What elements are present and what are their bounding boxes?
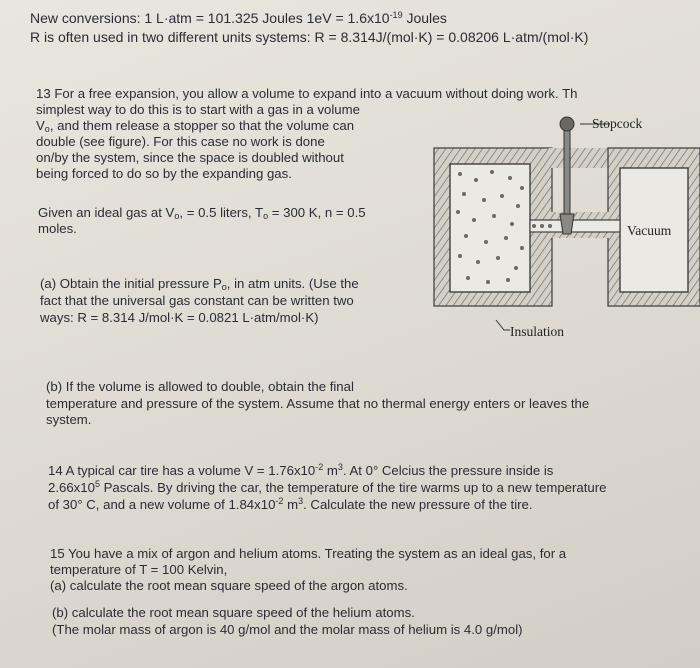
q13-line-2: simplest way to do this is to start with a gas in a volume — [36, 102, 360, 117]
q13-line-5: on/by the system, since the space is doubled without — [36, 150, 344, 165]
q13b-line-1: (b) If the volume is allowed to double, obtain the final — [46, 379, 354, 394]
vacuum-label: Vacuum — [627, 223, 672, 238]
insulation-leader — [496, 320, 510, 330]
stopcock-stem — [564, 128, 570, 216]
q14-line-2: $2.66x10^5$ Pascals. By driving the car, the temperature of the tire warms up to a new temperature — [48, 479, 607, 495]
gas-constant-line: R is often used in two different units systems: R = 8.314J/(mol·K) = 0.08206 L·atm/(mol·K) — [30, 29, 589, 45]
q15-line-3: (a) calculate the root mean square speed of the argon atoms. — [50, 578, 408, 593]
gas-chamber — [450, 164, 530, 292]
v0-symbol: $V_o$, — [36, 118, 54, 134]
q15-line-4: (b) calculate the root mean square speed of the helium atoms. — [52, 605, 415, 620]
q13-given-line-2: moles. — [38, 221, 77, 236]
q13a-line-2: fact that the universal gas constant can be written two — [40, 293, 354, 308]
q13-line-6: being forced to do so by the expanding gas. — [36, 166, 292, 181]
stopcock-knob — [560, 117, 574, 131]
q13-given-line: Given an ideal gas at $V_o$, = 0.5 liters, $T_o = 300$ K, n = 0.5 — [38, 205, 366, 221]
q13a-line-3: ways: R = 8.314 J/mol·K = 0.0821 L·atm/mol·K) — [40, 310, 319, 325]
q15-line-5: (The molar mass of argon is 40 g/mol and the molar mass of helium is 4.0 g/mol) — [52, 622, 523, 637]
q14-line-1: 14 A typical car tire has a volume $V = 1.76x10^{-2}$ $m^3$. At 0° Celcius the pressure inside is — [48, 462, 554, 478]
stopcock-valve — [560, 214, 574, 234]
q15-line-2: temperature of T = 100 Kelvin, — [50, 562, 228, 577]
q13-line-1: 13 For a free expansion, you allow a volume to expand into a vacuum without doing work. Th — [36, 86, 578, 101]
q15-line-1: 15 You have a mix of argon and helium atoms. Treating the system as an ideal gas, for a — [50, 546, 567, 561]
q13a-line-1: (a) Obtain the initial pressure $P_o$, in atm units. (Use the — [40, 276, 359, 292]
q13-line-4: double (see figure). For this case no work is done — [36, 134, 325, 149]
q13b-line-2: temperature and pressure of the system. Assume that no thermal energy enters or leaves the — [46, 396, 590, 411]
insulation-label: Insulation — [510, 324, 564, 339]
stopcock-label: Stopcock — [592, 116, 643, 131]
q13b-line-3: system. — [46, 412, 92, 427]
q14-line-3: of 30° C, and a new volume of $1.84x10^{-2}$ $m^3$. Calculate the new pressure of the tire. — [48, 496, 533, 512]
q13-line-3: $V_o$, and them release a stopper so that the volume can — [36, 118, 355, 134]
conversions-line: New conversions: 1 L·atm = 101.325 Joules $1eV = 1.6x10^{-19}$ Joules — [30, 10, 447, 26]
free-expansion-figure — [430, 108, 700, 348]
